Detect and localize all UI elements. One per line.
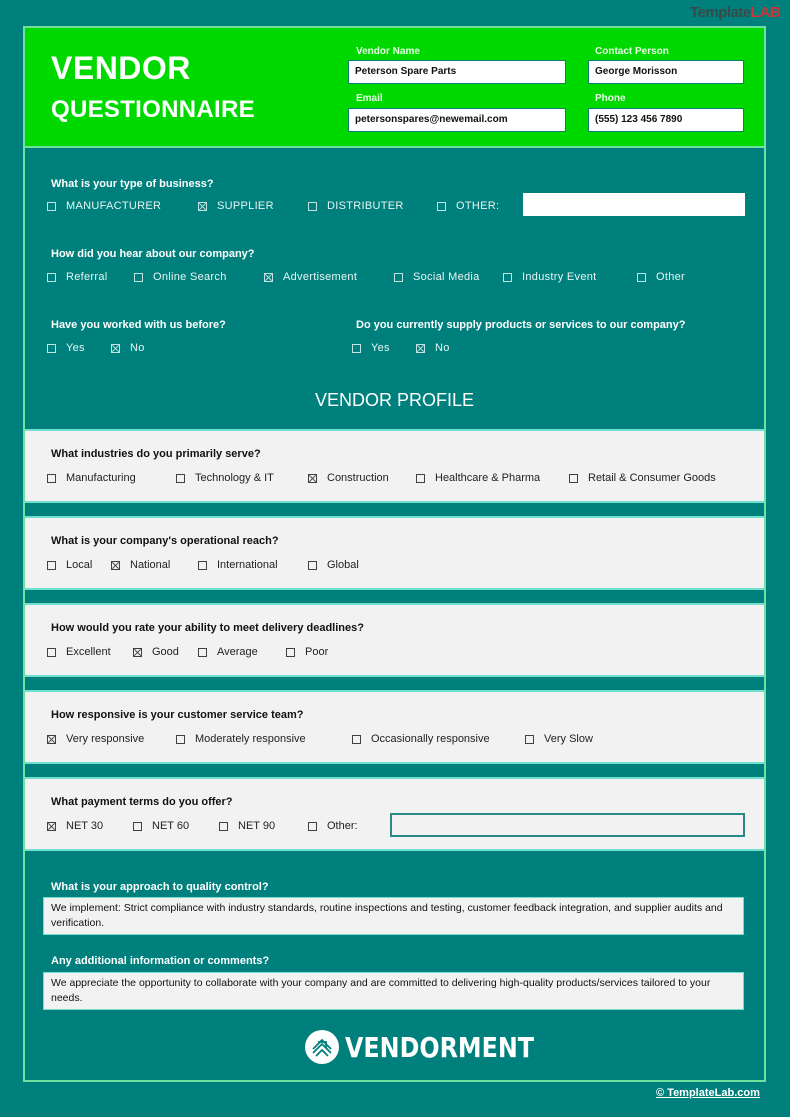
payment-other-input[interactable] — [390, 813, 745, 837]
option-good[interactable]: Good — [133, 646, 179, 658]
checkbox-icon[interactable] — [47, 202, 56, 211]
phone-field[interactable]: (555) 123 456 7890 — [588, 108, 744, 132]
checkbox-icon[interactable] — [47, 273, 56, 282]
reach-question: What is your company's operational reach? — [51, 535, 279, 547]
vendorment-logo-icon — [305, 1030, 339, 1064]
option-industry-event[interactable]: Industry Event — [503, 271, 597, 283]
currently-supply-question: Do you currently supply products or services to our company? — [356, 319, 686, 331]
business-other-input[interactable] — [523, 193, 745, 216]
email-label: Email — [356, 93, 383, 104]
hear-about-question: How did you hear about our company? — [51, 248, 255, 260]
questionnaire-page — [23, 26, 766, 1082]
option-national[interactable]: National — [111, 559, 170, 571]
checkbox-icon[interactable] — [394, 273, 403, 282]
business-type-question: What is your type of business? — [51, 178, 214, 190]
option-very-slow[interactable]: Very Slow — [525, 733, 593, 745]
option-social-media[interactable]: Social Media — [394, 271, 480, 283]
option-supplier[interactable]: SUPPLIER — [198, 200, 274, 212]
option-online-search[interactable]: Online Search — [134, 271, 227, 283]
option-net30[interactable]: NET 30 — [47, 820, 103, 832]
checkbox-icon[interactable] — [308, 202, 317, 211]
comments-answer-field[interactable]: We appreciate the opportunity to collaborate with your company and are committed to delivering high-quality products/services tailored to your needs. — [43, 972, 744, 1010]
checkbox-checked-icon[interactable] — [416, 344, 425, 353]
header-banner — [25, 28, 764, 148]
checkbox-icon[interactable] — [47, 648, 56, 657]
option-retail-consumer[interactable]: Retail & Consumer Goods — [569, 472, 716, 484]
checkbox-icon[interactable] — [176, 474, 185, 483]
checkbox-icon[interactable] — [352, 735, 361, 744]
checkbox-checked-icon[interactable] — [111, 561, 120, 570]
vendorment-logo — [305, 1030, 567, 1064]
general-section — [25, 148, 764, 428]
checkbox-icon[interactable] — [569, 474, 578, 483]
option-global[interactable]: Global — [308, 559, 359, 571]
reach-section — [25, 516, 764, 590]
vendorment-brand-name: VENDORMENT — [345, 1030, 535, 1064]
checkbox-checked-icon[interactable] — [47, 735, 56, 744]
industries-question: What industries do you primarily serve? — [51, 448, 261, 460]
checkbox-checked-icon[interactable] — [308, 474, 317, 483]
checkbox-icon[interactable] — [637, 273, 646, 282]
quality-question: What is your approach to quality control? — [51, 881, 269, 893]
checkbox-icon[interactable] — [47, 344, 56, 353]
option-occasionally-responsive[interactable]: Occasionally responsive — [352, 733, 490, 745]
option-poor[interactable]: Poor — [286, 646, 328, 658]
option-local[interactable]: Local — [47, 559, 92, 571]
option-net90[interactable]: NET 90 — [219, 820, 275, 832]
payment-section — [25, 777, 764, 851]
vendor-name-label: Vendor Name — [356, 46, 420, 57]
option-technology-it[interactable]: Technology & IT — [176, 472, 274, 484]
email-field[interactable]: petersonspares@newemail.com — [348, 108, 566, 132]
option-other-business[interactable]: OTHER: — [437, 200, 499, 212]
checkbox-icon[interactable] — [47, 561, 56, 570]
checkbox-checked-icon[interactable] — [47, 822, 56, 831]
option-supply-yes[interactable]: Yes — [352, 342, 390, 354]
option-manufacturer[interactable]: MANUFACTURER — [47, 200, 161, 212]
checkbox-checked-icon[interactable] — [198, 202, 207, 211]
option-advertisement[interactable]: Advertisement — [264, 271, 357, 283]
option-moderately-responsive[interactable]: Moderately responsive — [176, 733, 306, 745]
checkbox-icon[interactable] — [503, 273, 512, 282]
contact-person-field[interactable]: George Morisson — [588, 60, 744, 84]
checkbox-checked-icon[interactable] — [111, 344, 120, 353]
payment-question: What payment terms do you offer? — [51, 796, 233, 808]
contact-person-label: Contact Person — [595, 46, 669, 57]
checkbox-icon[interactable] — [134, 273, 143, 282]
checkbox-icon[interactable] — [525, 735, 534, 744]
option-healthcare-pharma[interactable]: Healthcare & Pharma — [416, 472, 540, 484]
industries-section — [25, 429, 764, 503]
checkbox-icon[interactable] — [352, 344, 361, 353]
title-vendor: VENDOR — [51, 50, 191, 86]
delivery-question: How would you rate your ability to meet delivery deadlines? — [51, 622, 364, 634]
option-excellent[interactable]: Excellent — [47, 646, 111, 658]
comments-question: Any additional information or comments? — [51, 955, 270, 967]
option-international[interactable]: International — [198, 559, 278, 571]
checkbox-icon[interactable] — [416, 474, 425, 483]
checkbox-icon[interactable] — [198, 561, 207, 570]
title-questionnaire: QUESTIONNAIRE — [51, 96, 255, 123]
option-other-source[interactable]: Other — [637, 271, 685, 283]
option-construction[interactable]: Construction — [308, 472, 389, 484]
worked-before-question: Have you worked with us before? — [51, 319, 226, 331]
checkbox-icon[interactable] — [308, 561, 317, 570]
checkbox-icon[interactable] — [198, 648, 207, 657]
vendor-profile-heading: VENDOR PROFILE — [314, 390, 475, 410]
option-other-payment[interactable]: Other: — [308, 820, 358, 832]
vendor-name-field[interactable]: Peterson Spare Parts — [348, 60, 566, 84]
option-net60[interactable]: NET 60 — [133, 820, 189, 832]
templatelab-watermark: TemplateLAB — [690, 4, 781, 21]
checkbox-icon[interactable] — [308, 822, 317, 831]
option-average[interactable]: Average — [198, 646, 258, 658]
service-section — [25, 690, 764, 764]
service-question: How responsive is your customer service team? — [51, 709, 304, 721]
option-referral[interactable]: Referral — [47, 271, 108, 283]
option-supply-no[interactable]: No — [416, 342, 450, 354]
checkbox-icon[interactable] — [133, 822, 142, 831]
templatelab-footer-link[interactable]: © TemplateLab.com — [656, 1087, 760, 1099]
checkbox-icon[interactable] — [47, 474, 56, 483]
checkbox-icon[interactable] — [219, 822, 228, 831]
option-worked-yes[interactable]: Yes — [47, 342, 85, 354]
option-manufacturing[interactable]: Manufacturing — [47, 472, 136, 484]
checkbox-icon[interactable] — [437, 202, 446, 211]
option-worked-no[interactable]: No — [111, 342, 145, 354]
checkbox-checked-icon[interactable] — [264, 273, 273, 282]
checkbox-checked-icon[interactable] — [133, 648, 142, 657]
option-very-responsive[interactable]: Very responsive — [47, 733, 144, 745]
checkbox-icon[interactable] — [176, 735, 185, 744]
option-distributer[interactable]: DISTRIBUTER — [308, 200, 404, 212]
phone-label: Phone — [595, 93, 626, 104]
quality-answer-field[interactable]: We implement: Strict compliance with industry standards, routine inspections and testing, customer feedback integration, and supplier audits and verification. — [43, 897, 744, 935]
delivery-section — [25, 603, 764, 677]
checkbox-icon[interactable] — [286, 648, 295, 657]
